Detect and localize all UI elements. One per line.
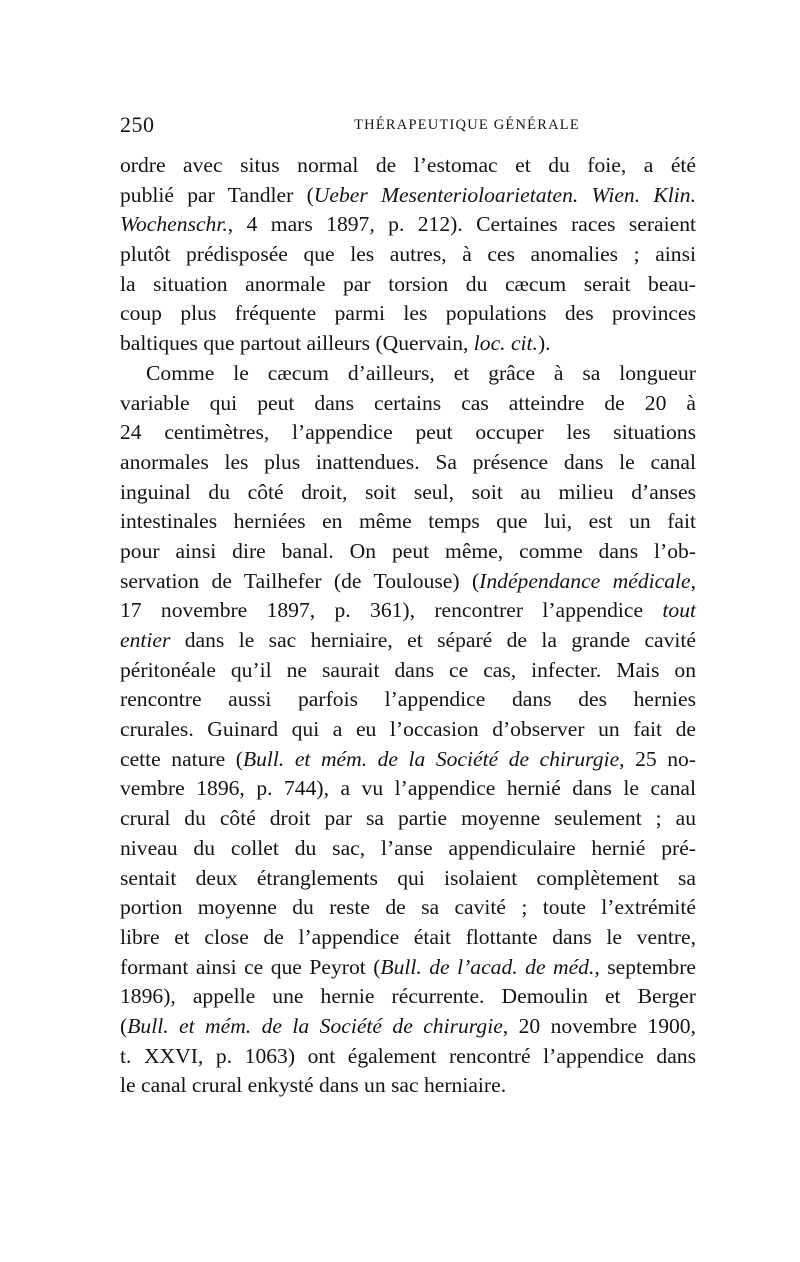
text-segment: , septembre bbox=[594, 954, 696, 979]
italic-text: Bull. de l’acad. de méd. bbox=[380, 954, 595, 979]
italic-text: loc. cit. bbox=[473, 331, 538, 356]
text-line bbox=[120, 210, 696, 240]
text-line bbox=[120, 1042, 696, 1072]
text-segment: Comme le cæcum d’ailleurs, et grâce à sa longueur bbox=[146, 360, 696, 385]
text-segment: t. XXVI, p. 1063) ont également rencontré l’appendice dans bbox=[120, 1043, 696, 1068]
text-line bbox=[120, 567, 696, 597]
italic-text: Indépendance médicale bbox=[479, 568, 691, 593]
text-line bbox=[120, 745, 696, 775]
text-segment: ordre avec situs normal de l’estomac et du foie, a été bbox=[120, 153, 696, 177]
text-segment: ). bbox=[537, 331, 551, 356]
text-line bbox=[120, 478, 696, 508]
text-line bbox=[120, 151, 696, 181]
text-segment: , 25 no- bbox=[619, 746, 696, 771]
text-segment: , bbox=[690, 568, 697, 593]
italic-text: Bull. et mém. de la Société de chirurgie bbox=[242, 746, 620, 771]
text-line bbox=[120, 299, 696, 329]
text-segment: intestinales herniées en même temps que lui, est un fait bbox=[120, 509, 696, 534]
text-line bbox=[120, 715, 696, 745]
text-segment: niveau du collet du sac, l’anse appendiculaire hernié pré- bbox=[120, 835, 696, 860]
text-segment: pour ainsi dire banal. On peut même, comme dans l’ob- bbox=[120, 538, 696, 563]
text-line bbox=[120, 893, 696, 923]
text-segment: cette nature ( bbox=[120, 746, 243, 771]
text-segment: plutôt prédisposée que les autres, à ces anomalies ; ainsi bbox=[120, 242, 696, 267]
text-segment: anormales les plus inattendues. Sa présence dans le canal bbox=[120, 449, 696, 474]
text-segment: variable qui peut dans certains cas atteindre de 20 à bbox=[120, 390, 696, 415]
text-segment: le canal crural enkysté dans un sac herniaire. bbox=[120, 1073, 507, 1098]
text-line bbox=[120, 804, 696, 834]
text-segment: baltiques que partout ailleurs (Quervain, bbox=[120, 331, 474, 356]
text-segment: coup plus fréquente parmi les populations des provinces bbox=[120, 301, 696, 326]
text-line bbox=[120, 1012, 696, 1042]
text-line bbox=[120, 507, 696, 537]
italic-text: tout bbox=[662, 598, 696, 623]
text-line bbox=[120, 774, 696, 804]
text-line bbox=[120, 656, 696, 686]
text-line bbox=[120, 626, 696, 656]
text-segment: dans le sac herniaire, et séparé de la grande cavité bbox=[170, 628, 696, 652]
text-line bbox=[120, 1071, 696, 1101]
text-line bbox=[120, 181, 696, 211]
text-segment: rencontre aussi parfois l’appendice dans des hernies bbox=[120, 687, 696, 712]
text-line bbox=[120, 418, 696, 448]
text-segment: inguinal du côté droit, soit seul, soit au milieu d’anses bbox=[120, 479, 696, 504]
text-segment: 17 novembre 1897, p. 361), rencontrer l’appendice bbox=[120, 598, 663, 623]
text-line bbox=[120, 596, 696, 626]
italic-text: Wochenschr. bbox=[120, 212, 228, 237]
text-line bbox=[120, 537, 696, 567]
text-segment: péritonéale qu’il ne saurait dans ce cas, infecter. Mais on bbox=[120, 657, 696, 682]
page-header bbox=[120, 112, 696, 146]
text-segment: crurales. Guinard qui a eu l’occasion d’observer un fait de bbox=[120, 717, 696, 742]
text-segment: 1896), appelle une hernie récurrente. Demoulin et Berger bbox=[120, 984, 696, 1009]
text-segment: ( bbox=[120, 1013, 128, 1038]
text-segment: , 4 mars 1897, p. 212). Certaines races seraient bbox=[227, 212, 696, 237]
text-line bbox=[120, 240, 696, 270]
text-line bbox=[120, 953, 696, 983]
italic-text: entier bbox=[120, 628, 171, 652]
text-segment: libre et close de l’appendice était flottante dans le ventre, bbox=[120, 924, 696, 949]
text-line bbox=[120, 923, 696, 953]
text-line bbox=[120, 359, 696, 389]
text-segment: formant ainsi ce que Peyrot ( bbox=[120, 954, 381, 979]
text-line bbox=[120, 448, 696, 478]
page-number: 250 bbox=[120, 112, 155, 137]
text-line bbox=[120, 864, 696, 894]
text-line bbox=[120, 389, 696, 419]
text-segment: la situation anormale par torsion du cæcum serait beau- bbox=[120, 271, 696, 296]
text-line bbox=[120, 270, 696, 300]
body-text bbox=[120, 151, 696, 1101]
text-line bbox=[120, 982, 696, 1012]
running-title: THÉRAPEUTIQUE GÉNÉRALE bbox=[354, 117, 580, 133]
text-segment: , 20 novembre 1900, bbox=[502, 1013, 696, 1038]
text-line bbox=[120, 329, 696, 359]
italic-text: Ueber Mesenterioloarietaten. Wien. Klin. bbox=[313, 182, 696, 207]
text-segment: 24 centimètres, l’appendice peut occuper les situations bbox=[120, 420, 696, 445]
text-segment: crural du côté droit par sa partie moyenne seulement ; au bbox=[120, 806, 696, 831]
text-segment: publié par Tandler ( bbox=[120, 182, 314, 207]
text-segment: portion moyenne du reste de sa cavité ; toute l’extrémité bbox=[120, 895, 696, 920]
text-line bbox=[120, 834, 696, 864]
text-line bbox=[120, 685, 696, 715]
text-segment: servation de Tailhefer (de Toulouse) ( bbox=[120, 568, 480, 593]
italic-text: Bull. et mém. de la Société de chirurgie bbox=[127, 1013, 503, 1038]
text-segment: vembre 1896, p. 744), a vu l’appendice hernié dans le canal bbox=[120, 776, 696, 801]
text-segment: sentait deux étranglements qui isolaient complètement sa bbox=[120, 865, 696, 890]
